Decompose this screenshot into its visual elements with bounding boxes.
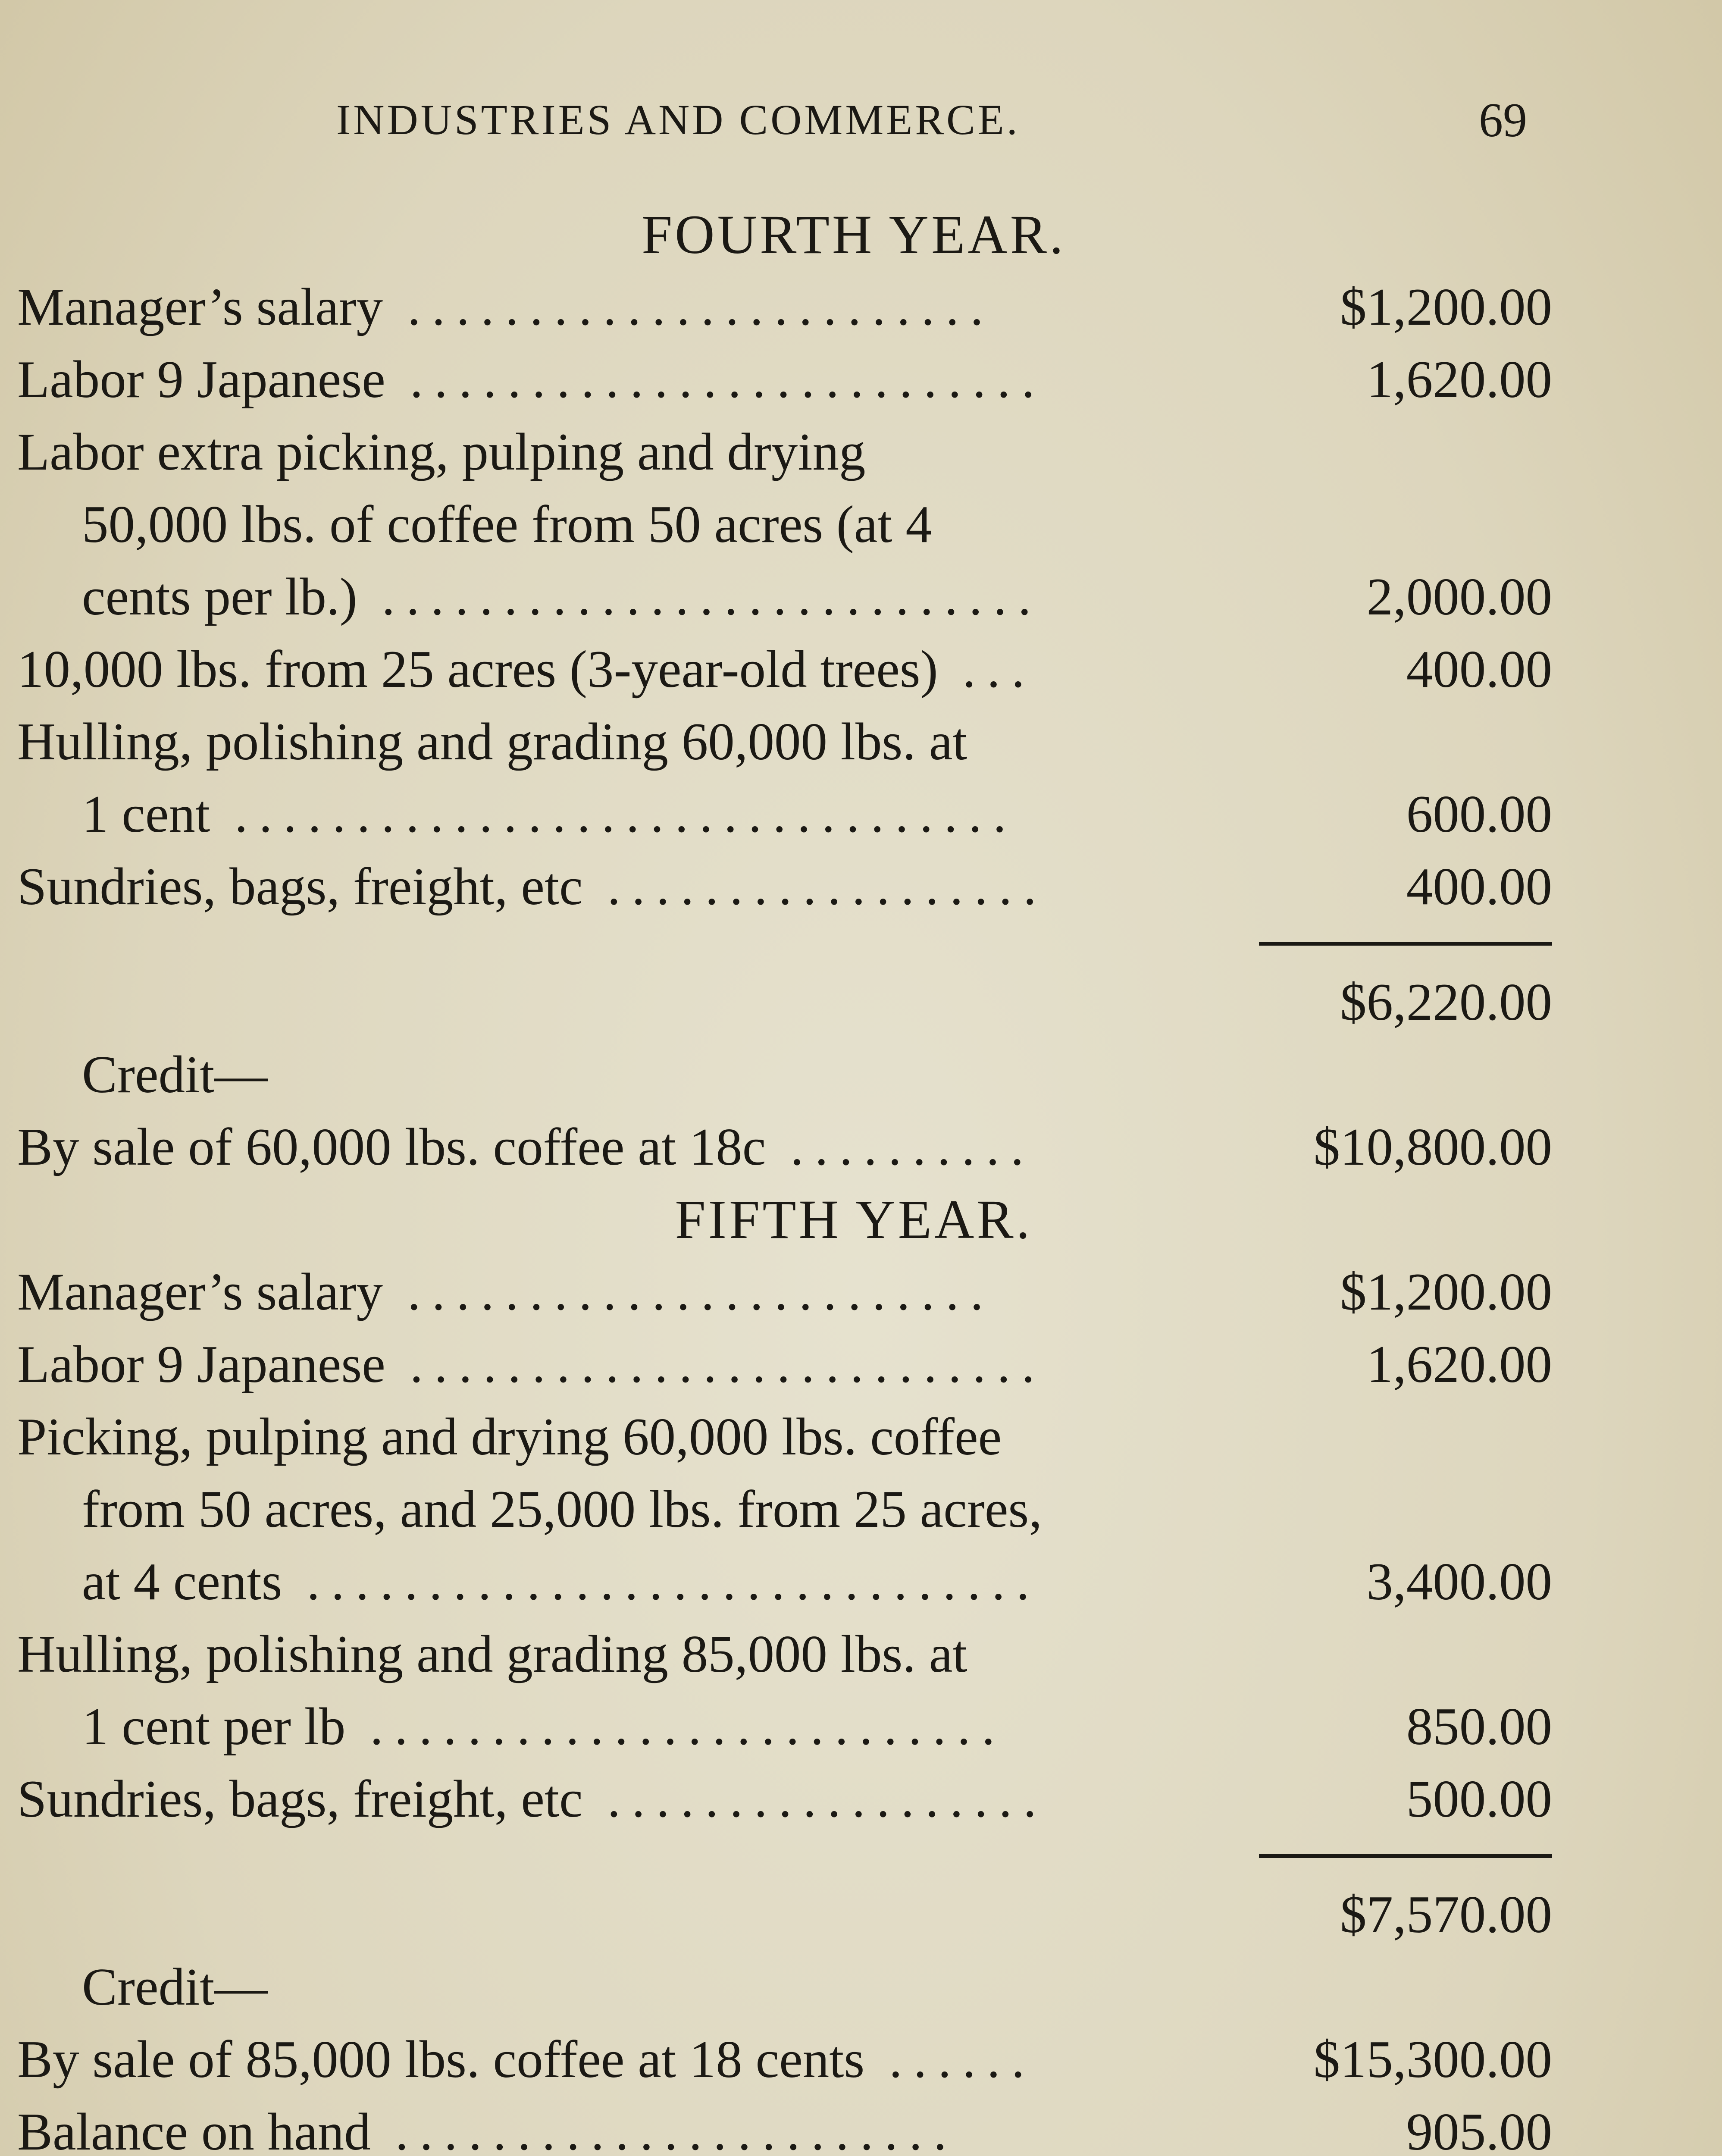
item-description <box>82 778 1233 850</box>
item-amount: $1,200.00 <box>1340 1262 1552 1321</box>
dot-leader: .......................... <box>345 1697 1006 1756</box>
item-description <box>82 1690 1233 1763</box>
ledger-row <box>17 1328 1552 1401</box>
total-rule <box>1259 1854 1552 1858</box>
item-text: Balance on hand <box>17 2102 371 2156</box>
ledger-row <box>17 1256 1552 1328</box>
item-amount <box>1250 416 1552 488</box>
item-text: Hulling, polishing and grading 85,000 lbs. at <box>17 1624 967 1683</box>
item-text: 1 cent per lb <box>82 1697 346 1756</box>
item-text: 1 cent <box>82 784 210 843</box>
item-text: Labor extra picking, pulping and drying <box>17 422 866 481</box>
item-amount: 1,620.00 <box>1366 350 1552 409</box>
item-amount: $10,800.00 <box>1313 1117 1552 1176</box>
item-text: Labor 9 Japanese <box>17 350 385 409</box>
item-amount: $15,300.00 <box>1313 2030 1552 2089</box>
ledger-row <box>17 488 1552 561</box>
ledger-row <box>17 1401 1552 1473</box>
ledger-row <box>17 1473 1552 1545</box>
item-text: By sale of 60,000 lbs. coffee at 18c <box>17 1117 766 1176</box>
ledger-row <box>17 778 1552 850</box>
running-head: INDUSTRIES AND COMMERCE. <box>336 96 1020 144</box>
credit-label-row <box>17 1951 1552 2023</box>
dot-leader: ....................... <box>370 2102 958 2156</box>
total-rule-row <box>17 923 1552 966</box>
item-description <box>17 1111 1233 1183</box>
ledger-row <box>17 561 1552 633</box>
item-amount: 600.00 <box>1406 784 1552 843</box>
dot-leader: .................. <box>582 857 1048 916</box>
item-description <box>17 2023 1233 2096</box>
item-amount: 3,400.00 <box>1366 1552 1552 1611</box>
item-amount: 1,620.00 <box>1366 1335 1552 1394</box>
dot-leader: ........................ <box>383 1262 995 1321</box>
dot-leader: .............................. <box>282 1552 1041 1611</box>
ledger-row <box>17 1111 1552 1183</box>
item-description <box>17 1878 1233 1951</box>
item-description <box>17 705 1233 778</box>
ledger-row <box>17 1618 1552 1690</box>
dot-leader: .......................... <box>385 1335 1046 1394</box>
item-text: 50,000 lbs. of coffee from 50 acres (at 4 <box>82 495 932 554</box>
ledger-row <box>17 705 1552 778</box>
item-description <box>17 633 1233 705</box>
item-text: By sale of 85,000 lbs. coffee at 18 cents <box>17 2030 865 2089</box>
item-description <box>17 271 1233 343</box>
expense-ledger <box>17 198 1552 2156</box>
item-text: Hulling, polishing and grading 60,000 lbs. at <box>17 712 967 771</box>
item-amount <box>1250 488 1552 561</box>
ledger-row <box>17 1763 1552 1835</box>
item-text: Sundries, bags, freight, etc <box>17 1769 583 1828</box>
section-total <box>17 1878 1552 1951</box>
item-amount: 905.00 <box>1406 2102 1552 2156</box>
item-description <box>82 1545 1233 1618</box>
item-text: at 4 cents <box>82 1552 282 1611</box>
ledger-row <box>17 343 1552 416</box>
page-number: 69 <box>1479 94 1527 147</box>
item-description <box>17 343 1233 416</box>
item-text: Picking, pulping and drying 60,000 lbs. coffee <box>17 1407 1002 1466</box>
item-text: Sundries, bags, freight, etc <box>17 857 583 916</box>
ledger-row <box>17 271 1552 343</box>
ledger-row <box>17 416 1552 488</box>
item-amount <box>1250 1473 1552 1545</box>
item-description <box>82 561 1233 633</box>
item-text: Labor 9 Japanese <box>17 1335 385 1394</box>
ledger-row <box>17 1545 1552 1618</box>
item-description <box>17 1618 1233 1690</box>
dot-leader: ... <box>938 639 1036 699</box>
item-text: cents per lb.) <box>82 567 357 626</box>
item-description <box>17 2096 1233 2156</box>
ledger-row <box>17 633 1552 705</box>
item-description <box>82 488 1233 561</box>
credit-label-row <box>17 1038 1552 1111</box>
credit-label: Credit— <box>82 1957 268 2016</box>
item-amount: 2,000.00 <box>1366 567 1552 626</box>
item-description <box>17 1401 1233 1473</box>
dot-leader: .......... <box>766 1117 1035 1176</box>
section-heading: FOURTH YEAR. <box>641 204 1066 265</box>
item-amount <box>1250 1401 1552 1473</box>
item-amount <box>1250 705 1552 778</box>
item-description <box>82 1473 1233 1545</box>
item-amount: 850.00 <box>1406 1697 1552 1756</box>
item-text: 10,000 lbs. from 25 acres (3-year-old trees) <box>17 639 938 699</box>
dot-leader: ................................ <box>210 784 1018 843</box>
item-amount: $7,570.00 <box>1340 1885 1552 1944</box>
item-description <box>17 416 1233 488</box>
item-amount: $1,200.00 <box>1340 277 1552 336</box>
item-description <box>17 850 1233 923</box>
dot-leader: ........................ <box>383 277 995 336</box>
item-amount: 400.00 <box>1406 857 1552 916</box>
ledger-row <box>17 850 1552 923</box>
credit-label: Credit— <box>82 1045 268 1104</box>
ledger-row <box>17 2023 1552 2096</box>
item-description <box>17 1328 1233 1401</box>
total-rule-row <box>17 1835 1552 1878</box>
dot-leader: ........................... <box>357 567 1043 626</box>
item-amount <box>1250 1618 1552 1690</box>
item-description <box>17 966 1233 1038</box>
item-text: from 50 acres, and 25,000 lbs. from 25 acres, <box>82 1479 1043 1539</box>
ledger-row <box>17 2096 1552 2156</box>
section-heading: FIFTH YEAR. <box>675 1189 1033 1250</box>
item-amount: $6,220.00 <box>1340 972 1552 1031</box>
item-amount: 400.00 <box>1406 639 1552 699</box>
dot-leader: .................. <box>582 1769 1048 1828</box>
item-description <box>17 1763 1233 1835</box>
item-description <box>17 1256 1233 1328</box>
item-text: Manager’s salary <box>17 277 383 336</box>
section-total <box>17 966 1552 1038</box>
dot-leader: ...... <box>864 2030 1036 2089</box>
item-text: Manager’s salary <box>17 1262 383 1321</box>
ledger-row <box>17 1690 1552 1763</box>
item-amount: 500.00 <box>1406 1769 1552 1828</box>
total-rule <box>1259 942 1552 946</box>
dot-leader: .......................... <box>385 350 1046 409</box>
